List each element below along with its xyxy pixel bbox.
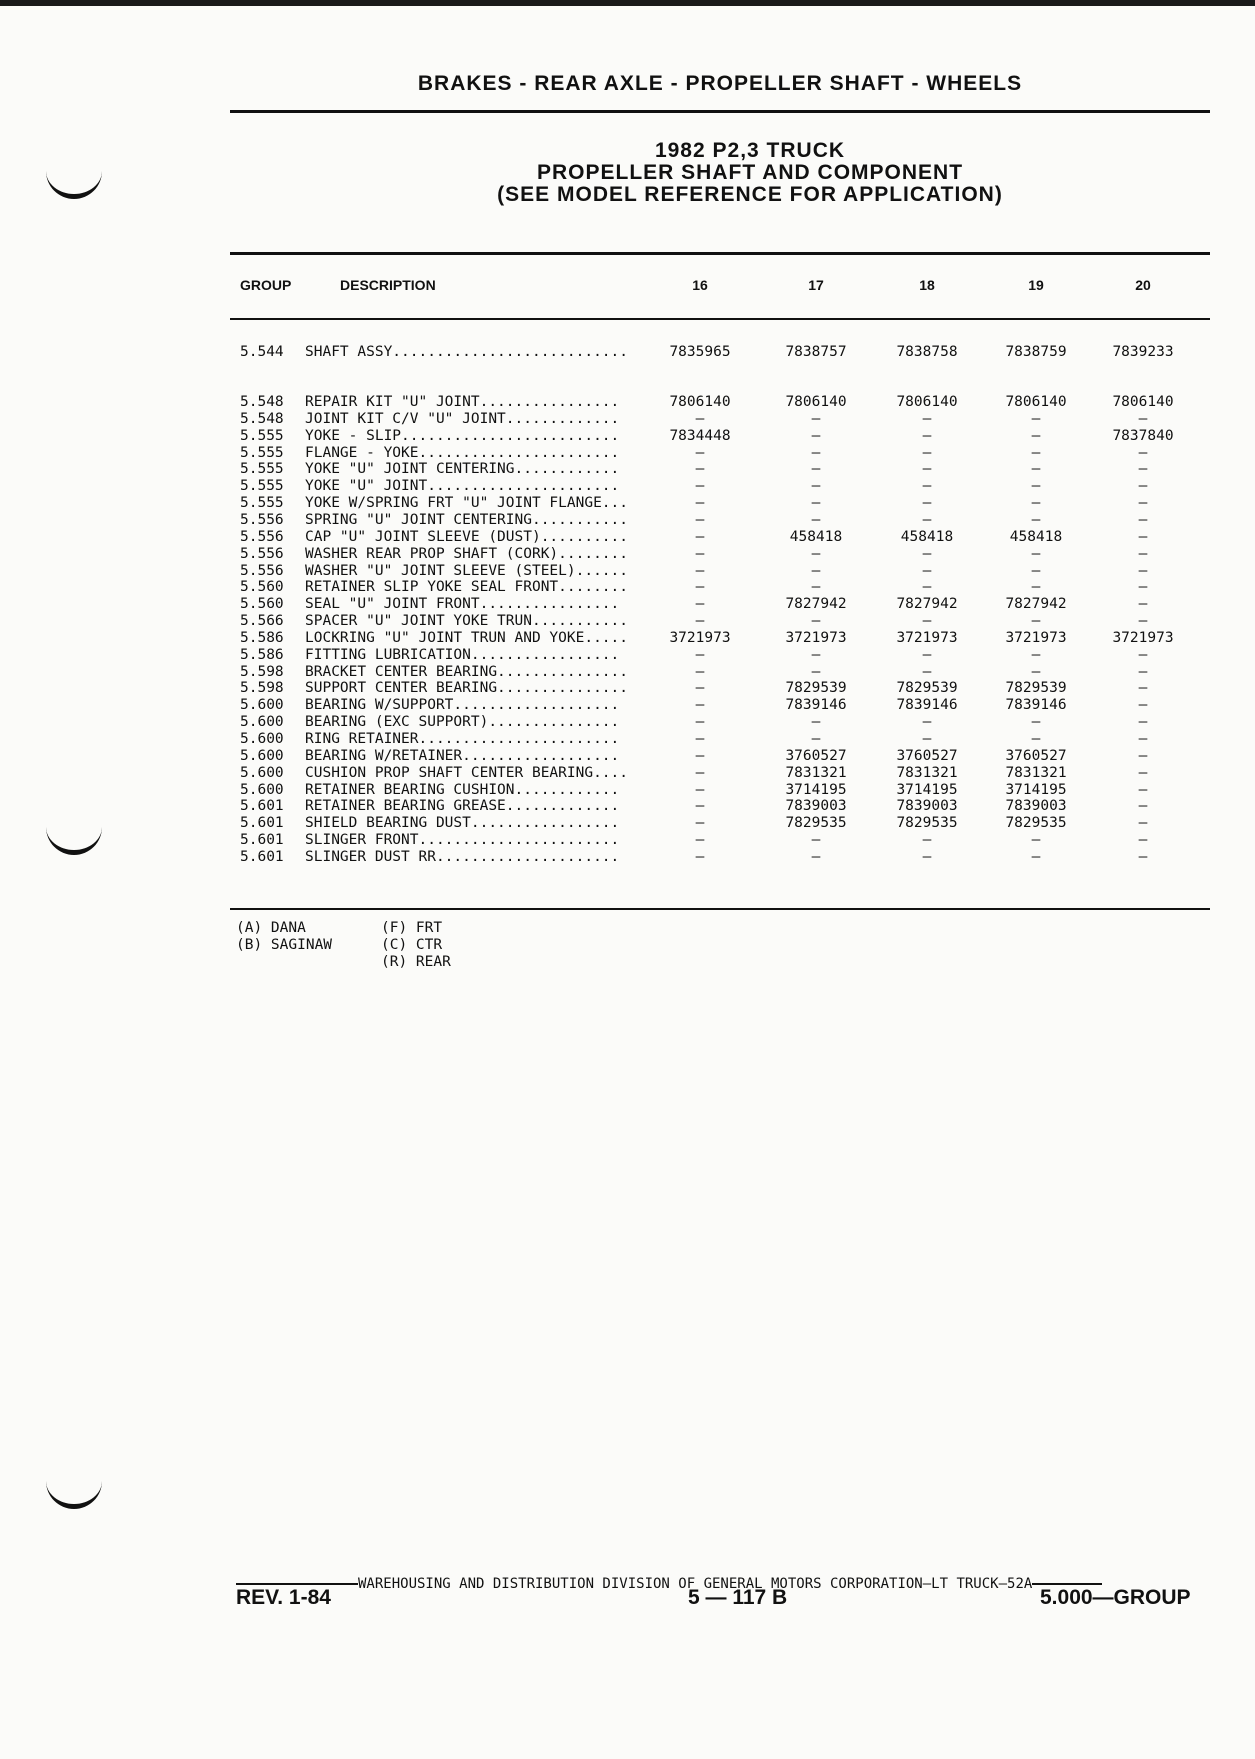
- group-number: 5.601: [240, 815, 284, 832]
- group-number: 5.600: [240, 714, 284, 731]
- part-number-cell: —: [1138, 596, 1148, 613]
- part-number-cell: —: [811, 714, 821, 731]
- legend-item: (B) SAGINAW: [236, 937, 333, 953]
- part-number-cell: —: [811, 731, 821, 747]
- part-number-cell: 7806140: [1112, 394, 1174, 410]
- part-number-cell: —: [922, 478, 932, 495]
- part-number-cell: 7838757: [785, 344, 847, 360]
- group-number: 5.598: [240, 663, 284, 680]
- footer-division: WAREHOUSING AND DISTRIBUTION DIVISION OF GENERAL MOTORS CORPORATION—LT TRUCK—52A: [358, 1576, 1033, 1592]
- part-number-cell: —: [1031, 579, 1041, 596]
- column-header-model: 19: [1028, 277, 1044, 293]
- part-description: BRACKET CENTER BEARING...............: [305, 663, 629, 680]
- part-number-cell: 7827942: [1005, 596, 1067, 613]
- part-number-cell: —: [1138, 545, 1148, 562]
- part-number-cell: —: [1138, 562, 1148, 579]
- part-description: BEARING W/RETAINER..................: [305, 747, 620, 764]
- footer-revision: REV. 1-84: [236, 1586, 331, 1609]
- part-number-cell: —: [695, 781, 705, 798]
- group-number: 5.560: [240, 596, 284, 613]
- group-number: 5.600: [240, 747, 284, 764]
- part-number-cell: —: [695, 798, 705, 815]
- part-description: SEAL "U" JOINT FRONT................: [305, 596, 620, 613]
- part-number-cell: —: [811, 613, 821, 630]
- part-number-cell: 7806140: [785, 394, 847, 410]
- column-header-model: 18: [919, 277, 935, 293]
- part-number-cell: 458418: [900, 528, 954, 545]
- part-number-cell: —: [922, 663, 932, 680]
- part-number-cell: 7806140: [669, 394, 731, 410]
- title-line-2: PROPELLER SHAFT AND COMPONENT: [536, 161, 964, 184]
- part-number-cell: —: [1138, 815, 1148, 832]
- column-header-model: 17: [808, 277, 824, 293]
- part-number-cell: —: [922, 511, 932, 528]
- part-number-cell: 7839233: [1112, 344, 1174, 360]
- part-number-cell: —: [1138, 781, 1148, 798]
- group-number: 5.555: [240, 495, 284, 512]
- part-description: SLINGER DUST RR.....................: [305, 848, 620, 865]
- part-number-cell: —: [695, 613, 705, 630]
- group-number: 5.600: [240, 731, 284, 747]
- part-number-cell: —: [811, 562, 821, 579]
- group-number: 5.600: [240, 697, 284, 714]
- part-number-cell: —: [695, 714, 705, 731]
- binder-hole-mark: [46, 160, 102, 199]
- title-line-3: (SEE MODEL REFERENCE FOR APPLICATION): [497, 183, 1003, 206]
- group-number: 5.548: [240, 410, 284, 427]
- part-description: BEARING (EXC SUPPORT)...............: [305, 714, 620, 731]
- part-number-cell: 458418: [1009, 528, 1063, 545]
- part-number-cell: —: [922, 410, 932, 427]
- part-description: SPRING "U" JOINT CENTERING...........: [305, 511, 629, 528]
- part-number-cell: —: [695, 764, 705, 781]
- section-header: BRAKES - REAR AXLE - PROPELLER SHAFT - WHEELS: [417, 72, 1023, 95]
- page-title: [400, 140, 1100, 206]
- part-number-cell: —: [1138, 848, 1148, 865]
- part-number-cell: 7839003: [785, 798, 847, 815]
- part-number-cell: —: [695, 562, 705, 579]
- part-description: SUPPORT CENTER BEARING...............: [305, 680, 629, 697]
- part-number-cell: —: [695, 495, 705, 512]
- group-number: 5.555: [240, 444, 284, 461]
- part-description: SPACER "U" JOINT YOKE TRUN...........: [305, 613, 629, 630]
- part-number-cell: —: [922, 613, 932, 630]
- group-number: 5.555: [240, 427, 284, 444]
- legend-suppliers: [236, 920, 332, 954]
- part-number-cell: 7829535: [896, 815, 958, 832]
- group-number: 5.601: [240, 848, 284, 865]
- part-number-cell: —: [1031, 731, 1041, 747]
- part-description: JOINT KIT C/V "U" JOINT.............: [305, 410, 620, 427]
- part-number-cell: —: [811, 848, 821, 865]
- part-number-cell: —: [1138, 663, 1148, 680]
- part-number-cell: —: [1138, 478, 1148, 495]
- part-number-cell: —: [695, 461, 705, 478]
- part-description: BEARING W/SUPPORT...................: [305, 697, 620, 714]
- group-number: 5.544: [240, 344, 284, 360]
- part-number-cell: —: [1138, 579, 1148, 596]
- group-number: 5.560: [240, 579, 284, 596]
- table-header-rule: [230, 318, 1210, 320]
- part-number-cell: 3760527: [1005, 747, 1067, 764]
- legend-item: (R) REAR: [381, 954, 451, 970]
- part-number-cell: —: [811, 495, 821, 512]
- footer-page-number: 5 — 117 B: [688, 1586, 788, 1609]
- part-number-cell: 7838758: [896, 344, 958, 360]
- binder-hole-mark: [46, 816, 102, 855]
- part-number-cell: 7838759: [1005, 344, 1067, 360]
- part-number-cell: 7829535: [1005, 815, 1067, 832]
- part-number-cell: —: [695, 815, 705, 832]
- part-description: SLINGER FRONT.......................: [305, 832, 620, 849]
- part-number-cell: —: [811, 832, 821, 849]
- part-number-cell: —: [1138, 410, 1148, 427]
- part-number-cell: —: [1031, 410, 1041, 427]
- part-number-cell: —: [695, 663, 705, 680]
- part-number-cell: —: [695, 511, 705, 528]
- part-description: RETAINER SLIP YOKE SEAL FRONT........: [305, 579, 629, 596]
- part-number-cell: —: [1031, 613, 1041, 630]
- part-number-cell: —: [811, 663, 821, 680]
- part-number-cell: 3721973: [1112, 629, 1174, 646]
- part-number-cell: 7834448: [669, 427, 731, 444]
- part-number-cell: —: [695, 680, 705, 697]
- legend-item: (C) CTR: [381, 937, 443, 953]
- part-number-cell: —: [1138, 511, 1148, 528]
- part-number-cell: 7835965: [669, 344, 731, 360]
- group-number: 5.555: [240, 478, 284, 495]
- part-number-cell: —: [922, 495, 932, 512]
- part-description: WASHER "U" JOINT SLEEVE (STEEL)......: [305, 562, 629, 579]
- part-number-cell: —: [1031, 646, 1041, 663]
- part-number-cell: —: [1031, 495, 1041, 512]
- part-number-cell: —: [1138, 832, 1148, 849]
- page-top-edge: [0, 0, 1255, 6]
- group-number: 5.556: [240, 528, 284, 545]
- group-number: 5.556: [240, 511, 284, 528]
- part-number-cell: —: [1031, 848, 1041, 865]
- part-number-cell: 3714195: [1005, 781, 1067, 798]
- group-number: 5.598: [240, 680, 284, 697]
- footer-dash: [236, 1583, 358, 1585]
- part-number-cell: 7839003: [1005, 798, 1067, 815]
- part-number-cell: 7829539: [896, 680, 958, 697]
- part-description: FLANGE - YOKE.......................: [305, 444, 620, 461]
- table-bottom-rule: [230, 908, 1210, 910]
- part-number-cell: —: [922, 714, 932, 731]
- part-number-cell: —: [1138, 528, 1148, 545]
- part-number-cell: 7839146: [785, 697, 847, 714]
- part-number-cell: 7829539: [785, 680, 847, 697]
- part-number-cell: 3760527: [896, 747, 958, 764]
- part-number-cell: 7829535: [785, 815, 847, 832]
- part-number-cell: —: [1031, 427, 1041, 444]
- table-top-rule: [230, 252, 1210, 255]
- group-number: 5.548: [240, 394, 284, 410]
- part-number-cell: —: [1138, 680, 1148, 697]
- header-rule: [230, 110, 1210, 113]
- group-number: 5.586: [240, 629, 284, 646]
- part-number-cell: —: [1138, 646, 1148, 663]
- part-number-cell: 7831321: [896, 764, 958, 781]
- part-description: LOCKRING "U" JOINT TRUN AND YOKE.....: [305, 629, 629, 646]
- group-number: 5.601: [240, 798, 284, 815]
- part-number-cell: —: [811, 579, 821, 596]
- column-header-group: GROUP: [240, 277, 292, 293]
- group-number: 5.556: [240, 562, 284, 579]
- part-description: YOKE "U" JOINT CENTERING............: [305, 461, 620, 478]
- part-number-cell: —: [695, 697, 705, 714]
- part-number-cell: —: [922, 562, 932, 579]
- group-number: 5.600: [240, 764, 284, 781]
- part-number-cell: —: [922, 579, 932, 596]
- part-number-cell: —: [1138, 764, 1148, 781]
- part-number-cell: —: [1138, 731, 1148, 747]
- part-description: RING RETAINER.......................: [305, 731, 620, 747]
- part-description: YOKE "U" JOINT......................: [305, 478, 620, 495]
- binder-hole-mark: [46, 1470, 102, 1509]
- part-number-cell: 3721973: [1005, 629, 1067, 646]
- part-number-cell: —: [811, 478, 821, 495]
- part-number-cell: 7806140: [896, 394, 958, 410]
- part-number-cell: —: [922, 427, 932, 444]
- group-number: 5.600: [240, 781, 284, 798]
- part-number-cell: —: [695, 747, 705, 764]
- part-number-cell: —: [1031, 663, 1041, 680]
- part-number-cell: —: [1138, 444, 1148, 461]
- part-number-cell: —: [922, 832, 932, 849]
- part-number-cell: 3760527: [785, 747, 847, 764]
- part-number-cell: —: [1031, 444, 1041, 461]
- part-number-cell: 3714195: [896, 781, 958, 798]
- part-number-cell: 7829539: [1005, 680, 1067, 697]
- legend-item: (A) DANA: [236, 920, 306, 936]
- part-description: WASHER REAR PROP SHAFT (CORK)........: [305, 545, 629, 562]
- part-description: REPAIR KIT "U" JOINT................: [305, 394, 620, 410]
- part-description: RETAINER BEARING CUSHION............: [305, 781, 620, 798]
- column-header-description: DESCRIPTION: [340, 277, 436, 293]
- part-number-cell: 7831321: [785, 764, 847, 781]
- part-number-cell: —: [1138, 461, 1148, 478]
- part-number-cell: —: [922, 444, 932, 461]
- part-number-cell: —: [811, 511, 821, 528]
- legend-positions: [381, 920, 451, 971]
- legend-item: (F) FRT: [381, 920, 443, 936]
- part-number-cell: —: [1031, 714, 1041, 731]
- part-description: YOKE - SLIP.........................: [305, 427, 620, 444]
- part-number-cell: 7839146: [1005, 697, 1067, 714]
- part-description: RETAINER BEARING GREASE.............: [305, 798, 620, 815]
- part-number-cell: 3721973: [669, 629, 731, 646]
- part-number-cell: —: [695, 410, 705, 427]
- part-number-cell: —: [922, 848, 932, 865]
- group-number: 5.601: [240, 832, 284, 849]
- part-number-cell: —: [1031, 562, 1041, 579]
- part-number-cell: —: [1138, 798, 1148, 815]
- group-number: 5.586: [240, 646, 284, 663]
- part-number-cell: —: [695, 832, 705, 849]
- part-number-cell: —: [695, 646, 705, 663]
- part-description: FITTING LUBRICATION.................: [305, 646, 620, 663]
- part-number-cell: 458418: [789, 528, 843, 545]
- part-number-cell: —: [922, 461, 932, 478]
- part-description: YOKE W/SPRING FRT "U" JOINT FLANGE...: [305, 495, 629, 512]
- part-number-cell: —: [695, 444, 705, 461]
- part-number-cell: —: [811, 646, 821, 663]
- part-number-cell: —: [695, 596, 705, 613]
- part-number-cell: —: [1031, 545, 1041, 562]
- column-header-model: 16: [692, 277, 708, 293]
- part-description: CUSHION PROP SHAFT CENTER BEARING....: [305, 764, 629, 781]
- part-number-cell: —: [1031, 461, 1041, 478]
- part-number-cell: —: [1138, 613, 1148, 630]
- part-number-cell: —: [695, 528, 705, 545]
- part-number-cell: —: [811, 410, 821, 427]
- part-description: CAP "U" JOINT SLEEVE (DUST)..........: [305, 528, 629, 545]
- part-number-cell: —: [695, 579, 705, 596]
- part-number-cell: 7837840: [1112, 427, 1174, 444]
- part-number-cell: —: [811, 427, 821, 444]
- part-number-cell: —: [811, 444, 821, 461]
- footer-dash: [1032, 1583, 1102, 1585]
- part-number-cell: 3721973: [896, 629, 958, 646]
- part-number-cell: —: [1031, 478, 1041, 495]
- part-number-cell: —: [695, 848, 705, 865]
- part-number-cell: —: [922, 731, 932, 747]
- part-description: SHIELD BEARING DUST.................: [305, 815, 620, 832]
- part-number-cell: —: [922, 646, 932, 663]
- part-number-cell: —: [695, 731, 705, 747]
- part-number-cell: —: [1138, 747, 1148, 764]
- group-number: 5.555: [240, 461, 284, 478]
- column-header-model: 20: [1135, 277, 1151, 293]
- group-number: 5.556: [240, 545, 284, 562]
- part-number-cell: 7806140: [1005, 394, 1067, 410]
- part-number-cell: —: [1031, 832, 1041, 849]
- part-number-cell: —: [1138, 697, 1148, 714]
- part-number-cell: 7839146: [896, 697, 958, 714]
- part-number-cell: —: [811, 545, 821, 562]
- part-number-cell: 3714195: [785, 781, 847, 798]
- part-number-cell: 7827942: [785, 596, 847, 613]
- part-number-cell: —: [922, 545, 932, 562]
- part-number-cell: 7831321: [1005, 764, 1067, 781]
- part-number-cell: —: [695, 478, 705, 495]
- part-number-cell: —: [695, 545, 705, 562]
- part-number-cell: 7827942: [896, 596, 958, 613]
- part-number-cell: 7839003: [896, 798, 958, 815]
- footer-group: 5.000—GROUP: [1040, 1586, 1191, 1609]
- part-number-cell: —: [1031, 511, 1041, 528]
- part-description: SHAFT ASSY...........................: [305, 344, 629, 360]
- part-number-cell: —: [1138, 714, 1148, 731]
- part-number-cell: 3721973: [785, 629, 847, 646]
- part-number-cell: —: [1138, 495, 1148, 512]
- title-line-1: 1982 P2,3 TRUCK: [654, 139, 846, 162]
- part-number-cell: —: [811, 461, 821, 478]
- group-number: 5.566: [240, 613, 284, 630]
